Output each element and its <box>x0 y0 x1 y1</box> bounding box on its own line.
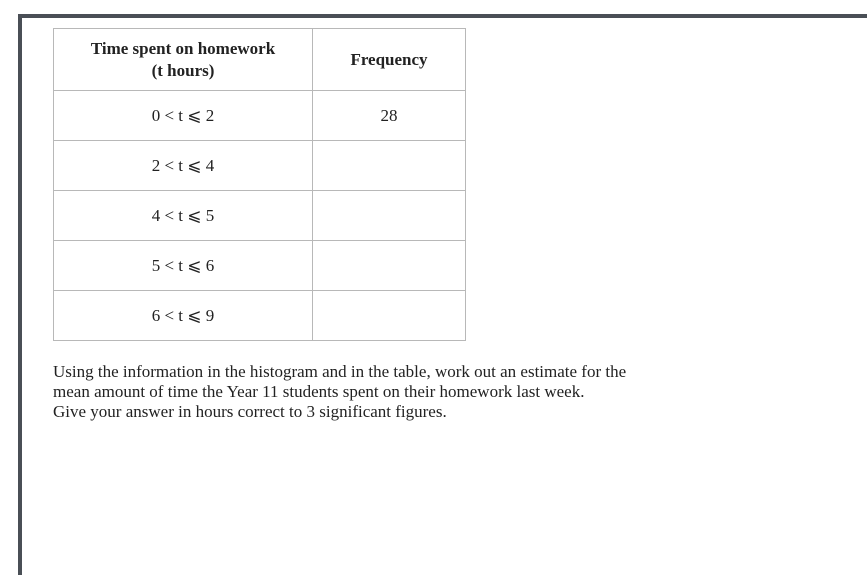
table-row <box>54 91 466 141</box>
frequency-cell[interactable]: 28 <box>313 91 466 141</box>
header-time-line2: (t hours) <box>151 60 215 80</box>
frequency-cell[interactable] <box>313 141 466 191</box>
question-content <box>22 18 867 575</box>
frequency-cell[interactable] <box>313 241 466 291</box>
question-line-2: mean amount of time the Year 11 students spent on their homework last week. <box>53 382 585 401</box>
table-row <box>54 141 466 191</box>
question-line-3: Give your answer in hours correct to 3 significant figures. <box>53 402 447 421</box>
table-row <box>54 241 466 291</box>
question-line-1: Using the information in the histogram and in the table, work out an estimate for the <box>53 362 627 381</box>
interval-cell: 2 < t ⩽ 4 <box>54 141 313 191</box>
table-row <box>54 191 466 241</box>
table-header-row <box>54 29 466 91</box>
interval-cell: 5 < t ⩽ 6 <box>54 241 313 291</box>
frequency-cell[interactable] <box>313 291 466 341</box>
frequency-cell[interactable] <box>313 191 466 241</box>
header-time-spent <box>54 29 313 91</box>
question-text <box>53 362 833 422</box>
interval-cell: 6 < t ⩽ 9 <box>54 291 313 341</box>
table-row <box>54 291 466 341</box>
header-frequency: Frequency <box>313 29 466 91</box>
frequency-table <box>53 28 466 341</box>
header-time-line1: Time spent on homework <box>90 38 276 58</box>
interval-cell: 0 < t ⩽ 2 <box>54 91 313 141</box>
interval-cell: 4 < t ⩽ 5 <box>54 191 313 241</box>
